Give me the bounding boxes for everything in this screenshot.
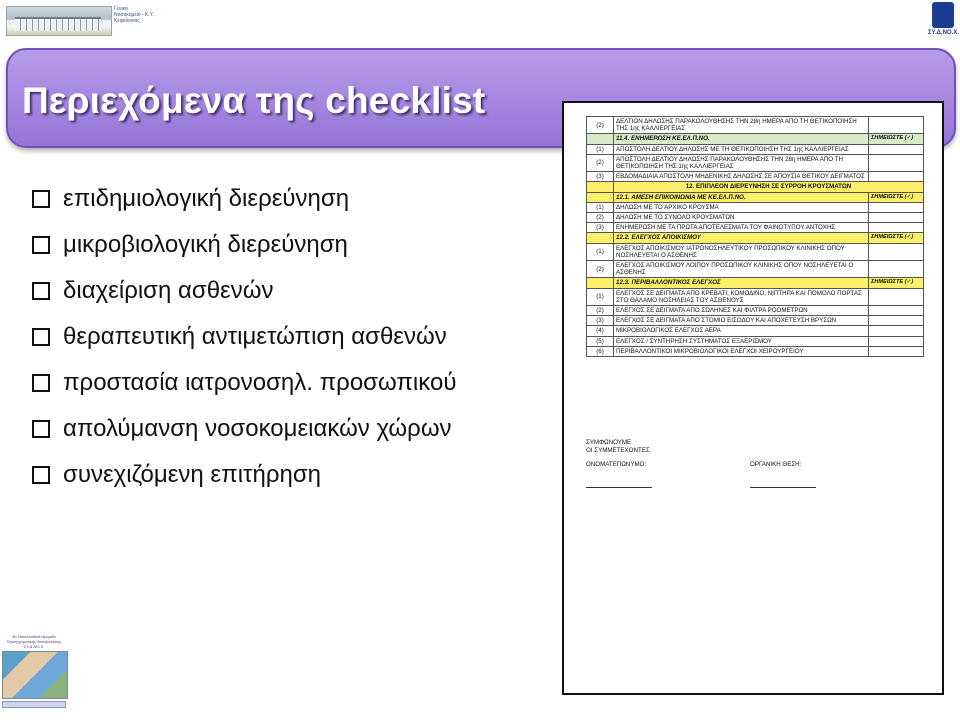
row-mark [869, 316, 924, 326]
row-text: ΕΒΔΟΜΑΔΙΑΙΑ ΑΠΟΣΤΟΛΗ ΜΗΔΕΝΙΚΗΣ ΔΗΛΩΣΗΣ ΣΕ ΑΠΟΥΣΙΑ ΘΕΤΙΚΟΥ ΔΕΙΓΜΑΤΟΣ [614, 172, 869, 182]
conference-banner-strip [2, 701, 66, 708]
table-row [587, 316, 924, 326]
row-mark [869, 172, 924, 182]
table-row [587, 261, 924, 278]
checkbox-bullet-icon [32, 466, 50, 484]
row-text: ΕΛΕΓΧΟΣ / ΣΥΝΤΗΡΗΣΗ ΣΥΣΤΗΜΑΤΟΣ ΕΞΑΕΡΙΣΜΟΥ [614, 336, 869, 346]
table-row [587, 288, 924, 305]
row-text: ΕΛΕΓΧΟΣ ΑΠΟΙΚΙΣΜΟΥ ΛΟΙΠΟΥ ΠΡΟΣΩΠΙΚΟΥ ΚΛΙΝΙΚΗΣ ΟΠΟΥ ΝΟΣΗΛΕΥΕΤΑΙ Ο ΑΣΘΕΝΗΣ [614, 261, 869, 278]
row-text: ΔΗΛΩΣΗ ΜΕ ΤΟ ΑΡΧΙΚΟ ΚΡΟΥΣΜΑ [614, 202, 869, 212]
row-mark [869, 326, 924, 336]
mark-header: ΣΗΜΕΙΩΣΤΕ (✓) [869, 233, 924, 243]
bullet-item [32, 360, 456, 406]
row-mark [869, 202, 924, 212]
checkbox-bullet-icon [32, 374, 50, 392]
section-title: 12.2. ΕΛΕΓΧΟΣ ΑΠΟΙΚΙΣΜΟΥ [614, 233, 869, 243]
row-mark [869, 243, 924, 260]
row-mark [869, 336, 924, 346]
section-row [587, 134, 924, 144]
row-number: (2) [587, 117, 614, 134]
bullet-text: θεραπευτική αντιμετώπιση ασθενών [63, 323, 447, 350]
signature-block [586, 439, 924, 501]
row-number [587, 233, 614, 243]
table-row [587, 154, 924, 171]
row-text: ΑΠΟΣΤΟΛΗ ΔΕΛΤΙΟΥ ΔΗΛΩΣΗΣ ΠΑΡΑΚΟΛΟΥΘΗΣΗΣ ΤΗΝ 28η ΗΜΕΡΑ ΑΠΟ ΤΗ ΘΕΤΙΚΟΠΟΙΗΣΗ ΤΗΣ 1ης ΚΑΛΛΙΕΡΓΕΙΑΣ [614, 154, 869, 171]
conference-line-3: ΣΥ.Δ.ΝΟ.Χ. [23, 644, 45, 649]
checkbox-bullet-icon [32, 420, 50, 438]
section-row [587, 233, 924, 243]
checklist-document [562, 101, 944, 695]
table-row [587, 144, 924, 154]
row-text: ΜΙΚΡΟΒΙΟΛΟΓΙΚΟΣ ΕΛΕΓΧΟΣ ΑΕΡΑ [614, 326, 869, 336]
section-title: 11.4. ΕΝΗΜΕΡΩΣΗ ΚΕ.ΕΛ.Π.ΝΟ. [614, 134, 869, 144]
agree-line-1: ΣΥΜΦΩΝΟΥΜΕ [586, 439, 632, 446]
row-number: (3) [587, 316, 614, 326]
name-signature-line [586, 487, 652, 488]
row-mark [869, 288, 924, 305]
row-number: (1) [587, 288, 614, 305]
row-number: (2) [587, 154, 614, 171]
row-number: (1) [587, 144, 614, 154]
sydnox-emblem-icon [932, 2, 954, 28]
section-title: 12.3. ΠΕΡΙΒΑΛΛΟΝΤΙΚΟΣ ΕΛΕΓΧΟΣ [614, 278, 869, 288]
row-text: ΔΕΛΤΙΟΝ ΔΗΛΩΣΗΣ ΠΑΡΑΚΟΛΟΥΘΗΣΗΣ ΤΗΝ 28η ΗΜΕΡΑ ΑΠΟ ΤΗ ΘΕΤΙΚΟΠΟΙΗΣΗ ΤΗΣ 1ης ΚΑΛΛΙΕΡΓΕΙΑΣ [614, 117, 869, 134]
table-row [587, 117, 924, 134]
section-row [587, 278, 924, 288]
row-mark [869, 213, 924, 223]
row-text: ΔΗΛΩΣΗ ΜΕ ΤΟ ΣΥΝΟΛΟ ΚΡΟΥΣΜΑΤΩΝ [614, 213, 869, 223]
table-row [587, 213, 924, 223]
row-text: ΕΛΕΓΧΟΣ ΣΕ ΔΕΙΓΜΑΤΑ ΑΠΟ ΣΩΛΗΝΕΣ ΚΑΙ ΦΙΛΤΡΑ ΡΟΟΜΕΤΡΩΝ [614, 306, 869, 316]
row-number: (4) [587, 326, 614, 336]
section-title: 12.1. ΑΜΕΣΗ ΕΠΙΚΟΙΝΩΝΙΑ ΜΕ ΚΕ.ΕΛ.Π.ΝΟ. [614, 192, 869, 202]
bullet-text: μικροβιολογική διερεύνηση [63, 231, 348, 258]
bullet-list [32, 176, 456, 498]
bullet-text: προστασία ιατρονοσηλ. προσωπικού [63, 369, 457, 396]
row-number: (3) [587, 223, 614, 233]
row-text: ΕΝΗΜΕΡΩΣΗ ΜΕ ΤΑ ΠΡΩΤΑ ΑΠΟΤΕΛΕΣΜΑΤΑ ΤΟΥ ΦΑΙΝΟΤΥΠΟΥ ΑΝΤΟΧΗΣ [614, 223, 869, 233]
row-number [587, 278, 614, 288]
slide-title: Περιεχόμενα της checklist [22, 80, 486, 121]
row-number: (6) [587, 346, 614, 356]
row-text: ΑΠΟΣΤΟΛΗ ΔΕΛΤΙΟΥ ΔΗΛΩΣΗΣ ΜΕ ΤΗ ΘΕΤΙΚΟΠΟΙΗΣΗ ΤΗΣ 1ης ΚΑΛΛΙΕΡΓΕΙΑΣ [614, 144, 869, 154]
hospital-logo [6, 4, 154, 36]
section-row [587, 182, 924, 192]
row-mark [869, 261, 924, 278]
row-mark [869, 306, 924, 316]
row-number [587, 192, 614, 202]
hospital-logo-text: Γενικό Νοσοκομείο - Κ.Υ. Κεφαλονιάς [114, 6, 154, 24]
row-number: (1) [587, 202, 614, 212]
sydnox-logo-label: ΣΥ.Δ.ΝΟ.Χ. [928, 30, 959, 36]
bullet-item [32, 452, 456, 498]
conference-line-1: 8ο Πανελλαδικό Ημερίδα [12, 634, 56, 639]
checkbox-bullet-icon [32, 236, 50, 254]
row-number: (2) [587, 213, 614, 223]
table-row [587, 172, 924, 182]
bullet-item [32, 222, 456, 268]
row-mark [869, 117, 924, 134]
conference-photo-collage [2, 651, 68, 699]
section-title: 12. ΕΠΙΠΛΕΟΝ ΔΙΕΡΕΥΝΗΣΗ ΣΕ ΣΥΡΡΟΗ ΚΡΟΥΣΜΑΤΩΝ [614, 182, 924, 192]
mark-header: ΣΗΜΕΙΩΣΤΕ (✓) [869, 192, 924, 202]
table-row [587, 202, 924, 212]
row-mark [869, 144, 924, 154]
bullet-item [32, 314, 456, 360]
checkbox-bullet-icon [32, 282, 50, 300]
table-row [587, 346, 924, 356]
row-number: (2) [587, 306, 614, 316]
checkbox-bullet-icon [32, 328, 50, 346]
row-mark [869, 223, 924, 233]
section-row [587, 192, 924, 202]
agree-line-2: ΟΙ ΣΥΜΜΕΤΕΧΟΝΤΕΣ [586, 447, 650, 454]
row-number: (1) [587, 243, 614, 260]
table-row [587, 326, 924, 336]
sydnox-logo [928, 0, 958, 42]
row-text: ΕΛΕΓΧΟΣ ΣΕ ΔΕΙΓΜΑΤΑ ΑΠΟ ΚΡΕΒΑΤΙ, ΚΟΜΟΔΙΝΟ, ΝΙΠΤΗΡΑ ΚΑΙ ΠΟΜΟΛΟ ΠΟΡΤΑΣ ΣΤΟ ΘΑΛΑΜΟ ΝΟΣΗΛΕΙΑΣ ΤΟΥ ΑΣΘΕΝΟΥΣ [614, 288, 869, 305]
row-mark [869, 346, 924, 356]
table-row [587, 336, 924, 346]
hospital-building-image [6, 6, 112, 36]
bullet-text: συνεχιζόμενη επιτήρηση [63, 461, 322, 488]
row-number: (3) [587, 172, 614, 182]
bullet-item [32, 176, 456, 222]
bullet-text: απολύμανση νοσοκομειακών χώρων [63, 415, 452, 442]
row-number: (2) [587, 261, 614, 278]
row-number [587, 134, 614, 144]
mark-header: ΣΗΜΕΙΩΣΤΕ (✓) [869, 134, 924, 144]
table-row [587, 306, 924, 316]
bullet-text: διαχείριση ασθενών [63, 277, 274, 304]
bullet-text: επιδημιολογική διερεύνηση [63, 185, 350, 212]
checklist-table [586, 116, 924, 357]
bullet-item [32, 406, 456, 452]
mark-header: ΣΗΜΕΙΩΣΤΕ (✓) [869, 278, 924, 288]
checkbox-bullet-icon [32, 190, 50, 208]
conference-thumbnail [2, 634, 66, 718]
table-row [587, 243, 924, 260]
bullet-item [32, 268, 456, 314]
row-text: ΠΕΡΙΒΑΛΛΟΝΤΙΚΟΙ ΜΙΚΡΟΒΙΟΛΟΓΙΚΟΙ ΕΛΕΓΧΟΙ ΧΕΙΡΟΥΡΓΕΙΟΥ [614, 346, 869, 356]
row-number: (5) [587, 336, 614, 346]
row-text: ΕΛΕΓΧΟΣ ΑΠΟΙΚΙΣΜΟΥ ΙΑΤΡΟΝΟΣΗΛΕΥΤΙΚΟΥ ΠΡΟΣΩΠΙΚΟΥ ΚΛΙΝΙΚΗΣ ΟΠΟΥ ΝΟΣΗΛΕΥΕΤΑΙ Ο ΑΣΘΕΝΗΣ [614, 243, 869, 260]
org-signature-line [750, 487, 816, 488]
row-number [587, 182, 614, 192]
name-label: ΟΝΟΜΑΤΕΠΩΝΥΜΟ: [586, 461, 647, 468]
table-row [587, 223, 924, 233]
row-mark [869, 154, 924, 171]
org-label: ΟΡΓΑΝΙΚΗ ΘΕΣΗ: [750, 461, 802, 468]
conference-line-2: Περιεγχειρητικής Νοσηλευτικής [6, 639, 62, 644]
row-text: ΕΛΕΓΧΟΣ ΣΕ ΔΕΙΓΜΑΤΑ ΑΠΟ ΣΤΟΜΙΟ ΕΙΣΟΔΟΥ ΚΑΙ ΑΠΟΧΕΤΕΥΣΗ ΒΡΥΣΩΝ [614, 316, 869, 326]
